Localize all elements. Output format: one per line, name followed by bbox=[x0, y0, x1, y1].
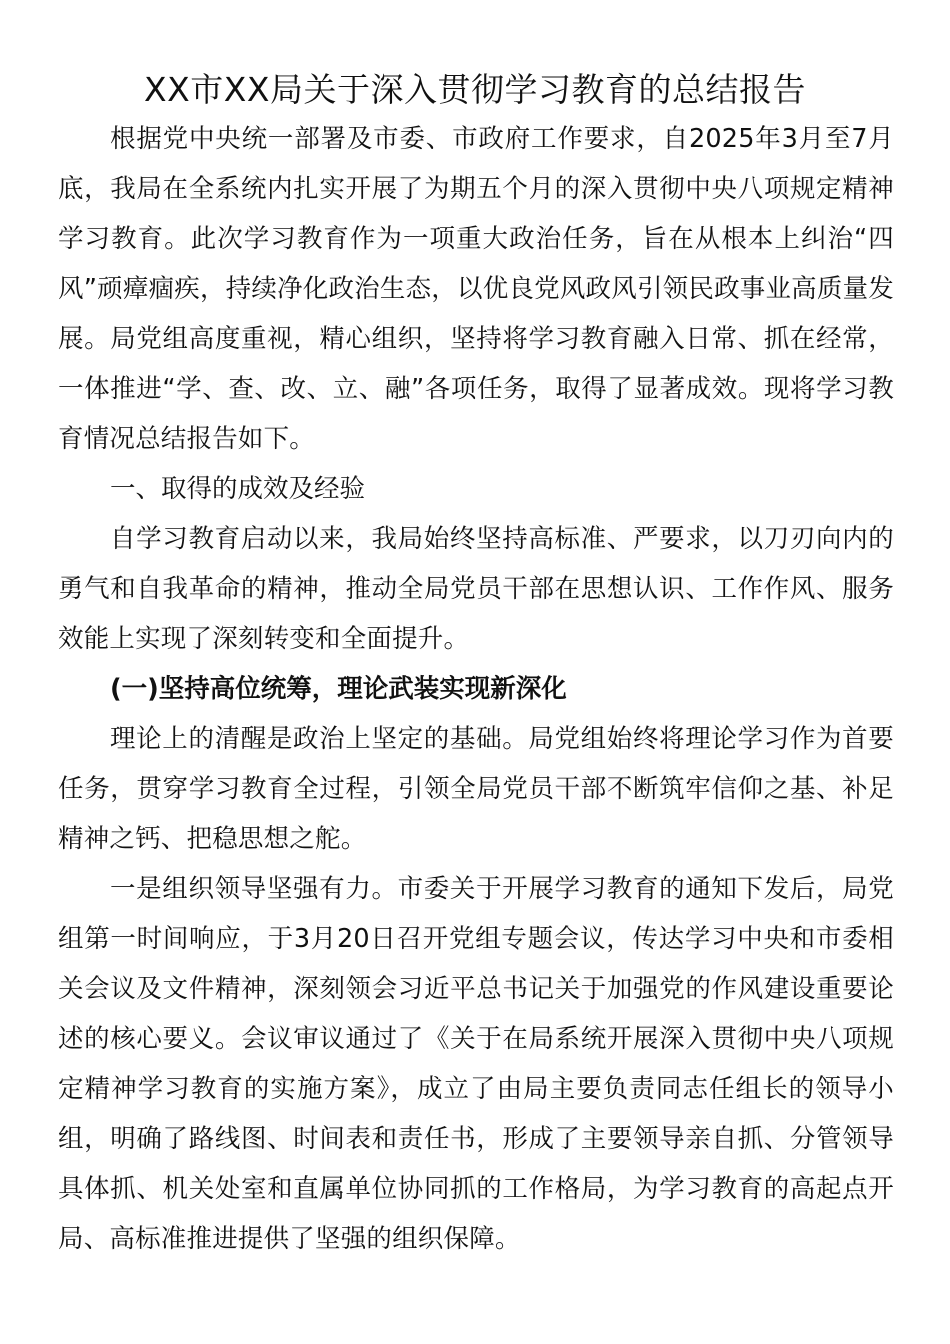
intro-paragraph: 根据党中央统一部署及市委、市政府工作要求，自2025年3月至7月底，我局在全系统内扎实开展了为期五个月的深入贯彻中央八项规定精神学习教育。此次学习教育作为一项重大政治任务，旨在从根本上纠治“四风”顽瘴痼疾，持续净化政治生态，以优良党风政风引领民政事业高质量发展。局党组高度重视，精心组织，坚持将学习教育融入日常、抓在经常，一体推进“学、查、改、立、融”各项任务，取得了显著成效。现将学习教育情况总结报告如下。 bbox=[58, 124, 894, 454]
section-1-paragraph: 自学习教育启动以来，我局始终坚持高标准、严要求，以刀刃向内的勇气和自我革命的精神，推动全局党员干部在思想认识、工作作风、服务效能上实现了深刻转变和全面提升。 bbox=[58, 524, 894, 654]
document-body bbox=[58, 114, 894, 1264]
document-title: XX市XX局关于深入贯彻学习教育的总结报告 bbox=[144, 70, 806, 109]
section-heading-1: 一、取得的成效及经验 bbox=[110, 474, 366, 504]
subsection-1-paragraph: 理论上的清醒是政治上坚定的基础。局党组始终将理论学习作为首要任务，贯穿学习教育全过程，引领全局党员干部不断筑牢信仰之基、补足精神之钙、把稳思想之舵。 bbox=[58, 724, 894, 854]
subsection-heading-1: (一)坚持高位统筹，理论武装实现新深化 bbox=[110, 674, 567, 704]
subsection-1-point-1: 一是组织领导坚强有力。市委关于开展学习教育的通知下发后，局党组第一时间响应，于3月20日召开党组专题会议，传达学习中央和市委相关会议及文件精神，深刻领会习近平总书记关于加强党的作风建设重要论述的核心要义。会议审议通过了《关于在局系统开展深入贯彻中央八项规定精神学习教育的实施方案》，成立了由局主要负责同志任组长的领导小组，明确了路线图、时间表和责任书，形成了主要领导亲自抓、分管领导具体抓、机关处室和直属单位协同抓的工作格局，为学习教育的高起点开局、高标准推进提供了坚强的组织保障。 bbox=[58, 874, 894, 1254]
